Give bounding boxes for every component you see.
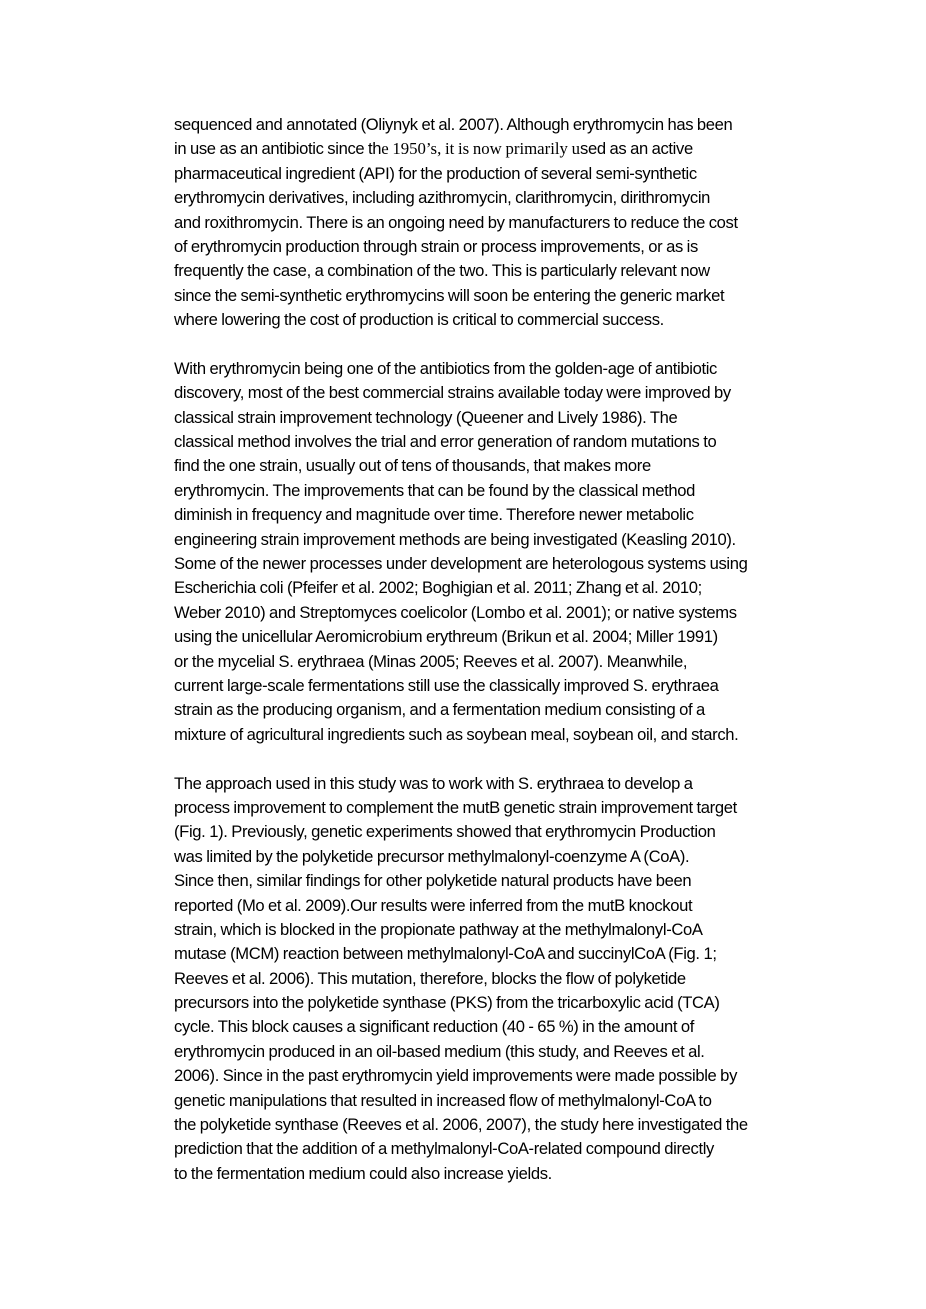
text-line: cycle. This block causes a significant reduction (40 - 65 %) in the amount of bbox=[174, 1017, 695, 1037]
text-line: mixture of agricultural ingredients such as soybean meal, soybean oil, and starch. bbox=[174, 724, 739, 744]
text-line: engineering strain improvement methods are being investigated (Keasling 2010). bbox=[174, 529, 736, 549]
text-line: 2006). Since in the past erythromycin yield improvements were made possible by bbox=[174, 1066, 738, 1086]
body-text bbox=[174, 113, 794, 1186]
text-line: where lowering the cost of production is critical to commercial success. bbox=[174, 310, 664, 330]
paragraph-spacer bbox=[174, 333, 794, 357]
paragraph-2 bbox=[174, 357, 794, 747]
text-line: Since then, similar findings for other polyketide natural products have been bbox=[174, 871, 692, 891]
text-line: classical strain improvement technology (Queener and Lively 1986). The bbox=[174, 407, 678, 427]
text-line: diminish in frequency and magnitude over time. Therefore newer metabolic bbox=[174, 505, 694, 525]
text-line: of erythromycin production through strain or process improvements, or as is bbox=[174, 236, 698, 256]
serif-fragment: e 1950’s, it is now primarily u bbox=[381, 139, 581, 159]
text-line: current large-scale fermentations still use the classically improved S. erythraea bbox=[174, 675, 719, 695]
text-line: prediction that the addition of a methylmalonyl-CoA-related compound directly bbox=[174, 1139, 714, 1159]
text-line: genetic manipulations that resulted in increased flow of methylmalonyl-CoA to bbox=[174, 1090, 712, 1110]
text-line: erythromycin. The improvements that can be found by the classical method bbox=[174, 480, 696, 500]
text-line: pharmaceutical ingredient (API) for the production of several semi-synthetic bbox=[174, 163, 697, 183]
text-line: strain, which is blocked in the propionate pathway at the methylmalonyl-CoA bbox=[174, 919, 703, 939]
text-line: since the semi-synthetic erythromycins will soon be entering the generic market bbox=[174, 285, 725, 305]
text-line: Reeves et al. 2006). This mutation, therefore, blocks the flow of polyketide bbox=[174, 968, 686, 988]
text-line: Some of the newer processes under development are heterologous systems using bbox=[174, 554, 748, 574]
text-line: Escherichia coli (Pfeifer et al. 2002; Boghigian et al. 2011; Zhang et al. 2010; bbox=[174, 578, 702, 598]
text-line: erythromycin derivatives, including azithromycin, clarithromycin, dirithromycin bbox=[174, 188, 711, 208]
text-line: With erythromycin being one of the antibiotics from the golden-age of antibiotic bbox=[174, 358, 717, 378]
text-line: discovery, most of the best commercial strains available today were improved by bbox=[174, 383, 731, 403]
text-line: Weber 2010) and Streptomyces coelicolor (Lombo et al. 2001); or native systems bbox=[174, 602, 737, 622]
paragraph-1 bbox=[174, 113, 794, 333]
text-line: mutase (MCM) reaction between methylmalonyl-CoA and succinylCoA (Fig. 1; bbox=[174, 944, 717, 964]
text-line: to the fermentation medium could also increase yields. bbox=[174, 1163, 552, 1183]
text-line: reported (Mo et al. 2009).Our results were inferred from the mutB knockout bbox=[174, 895, 693, 915]
text-line: process improvement to complement the mutB genetic strain improvement target bbox=[174, 797, 737, 817]
paragraph-spacer bbox=[174, 747, 794, 771]
text-line: or the mycelial S. erythraea (Minas 2005; Reeves et al. 2007). Meanwhile, bbox=[174, 651, 688, 671]
text-line: find the one strain, usually out of tens of thousands, that makes more bbox=[174, 456, 651, 476]
text-line: The approach used in this study was to work with S. erythraea to develop a bbox=[174, 773, 693, 793]
text-line: classical method involves the trial and error generation of random mutations to bbox=[174, 432, 717, 452]
text-line: strain as the producing organism, and a fermentation medium consisting of a bbox=[174, 700, 705, 720]
text-line: and roxithromycin. There is an ongoing need by manufacturers to reduce the cost bbox=[174, 212, 738, 232]
text-line: sequenced and annotated (Oliynyk et al. 2007). Although erythromycin has been bbox=[174, 115, 733, 134]
text-line: the polyketide synthase (Reeves et al. 2006, 2007), the study here investigated the bbox=[174, 1115, 748, 1135]
text-line: erythromycin produced in an oil-based medium (this study, and Reeves et al. bbox=[174, 1041, 705, 1061]
text-line: precursors into the polyketide synthase (PKS) from the tricarboxylic acid (TCA) bbox=[174, 993, 720, 1013]
text-line: in use as an antibiotic since the 1950’s, it is now primarily used as an active bbox=[174, 139, 693, 159]
text-line: was limited by the polyketide precursor methylmalonyl-coenzyme A (CoA). bbox=[174, 846, 690, 866]
text-line: frequently the case, a combination of the two. This is particularly relevant now bbox=[174, 261, 710, 281]
text-line: using the unicellular Aeromicrobium erythreum (Brikun et al. 2004; Miller 1991) bbox=[174, 627, 718, 647]
text-line: (Fig. 1). Previously, genetic experiments showed that erythromycin Production bbox=[174, 822, 716, 842]
paragraph-3 bbox=[174, 772, 794, 1187]
